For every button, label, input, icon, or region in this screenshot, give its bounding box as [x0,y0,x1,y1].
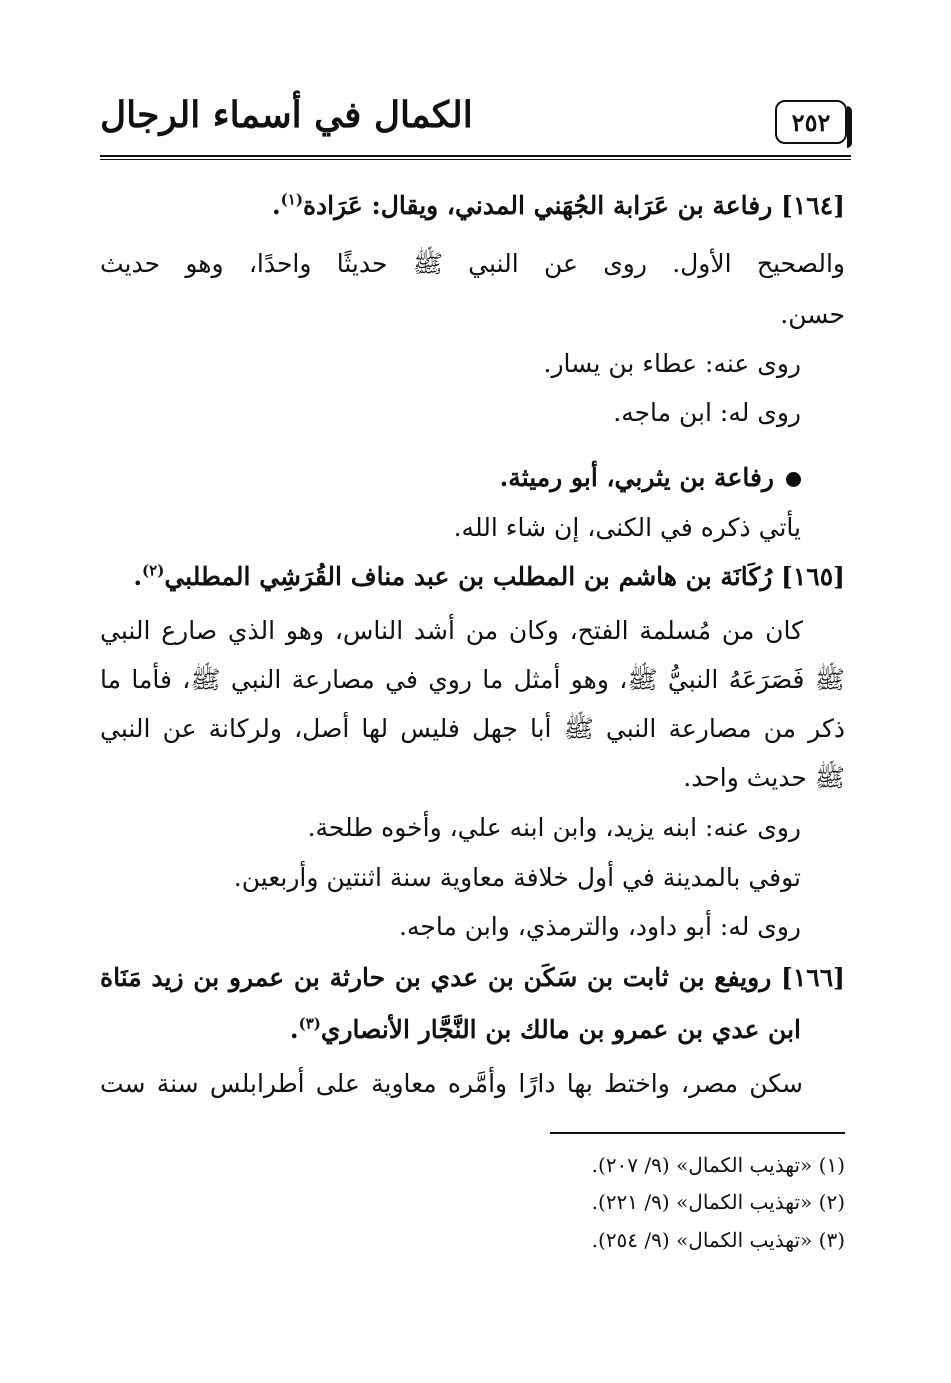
body-line: حسن. [780,300,845,329]
body-line: كان من مُسلمة الفتح، وكان من أشد الناس، وهو الذي صارع النبي [100,616,803,645]
footnote-ref: (٢) [142,561,165,580]
narrators-from: روى عنه: ابنه يزيد، وابن ابنه علي، وأخوه طلحة. [307,813,801,842]
footnote-1: (١) «تهذيب الكمال» (٩/ ٢٠٧). [591,1153,845,1177]
header-rule [100,155,851,157]
page-header [100,92,851,156]
narrated-by: روى له: ابن ماجه. [613,398,801,427]
bullet-entry: رفاعة بن يثربي، أبو رميثة. [500,458,801,498]
bullet-icon [786,472,801,487]
page-number: ٢٥٢ [775,100,847,144]
entry-heading-166-cont: ابن عدي بن عمرو بن مالك بن النَّجَّار الأنصاري$^{(٣)}$. [289,1014,801,1044]
header-rule-thin [100,159,851,160]
footnote-ref: (٣) [298,1014,321,1033]
footnote-rule [550,1132,845,1134]
narrated-by: روى له: أبو داود، والترمذي، وابن ماجه. [399,912,801,941]
body-line: والصحيح الأول. روى عن النبي ﷺ حديثًا واحدًا، وهو حديث [100,249,845,278]
body-line: يأتي ذكره في الكنى، إن شاء الله. [453,513,801,542]
footnote-ref: (١) [280,190,303,209]
footnote-3: (٣) «تهذيب الكمال» (٩/ ٢٥٤). [591,1228,845,1252]
entry-heading-165: [١٦٥] رُكَانَة بن هاشم بن المطلب بن عبد مناف القُرَشِي المطلبي$^{(٢)}$. [133,561,845,591]
book-title: الكمال في أسماء الرجال [100,94,473,136]
body-line: ذكر من مصارعة النبي ﷺ أبا جهل فليس لها أصل، ولركانة عن النبي [100,714,845,743]
narrators-from: روى عنه: عطاء بن يسار. [543,349,801,378]
body-line: ﷺ حديث واحد. [683,763,845,792]
body-line: ﷺ فَصَرَعَهُ النبيُّ ﷺ، وهو أمثل ما روي في مصارعة النبي ﷺ، فأما ما [100,665,845,694]
body-line: سكن مصر، واختط بها دارًا وأمَّره معاوية على أطرابلس سنة ست [100,1069,803,1098]
entry-heading-166: [١٦٦] رويفع بن ثابت بن سَكَن بن عدي بن حارثة بن عمرو بن زيد مَنَاة [100,963,845,992]
death-note: توفي بالمدينة في أول خلافة معاوية سنة اثنتين وأربعين. [233,863,801,892]
footnote-2: (٢) «تهذيب الكمال» (٩/ ٢٢١). [591,1190,845,1214]
entry-heading-164: [١٦٤] رفاعة بن عَرَابة الجُهَني المدني، ويقال: عَرَادة$^{(١)}$. [271,190,845,220]
